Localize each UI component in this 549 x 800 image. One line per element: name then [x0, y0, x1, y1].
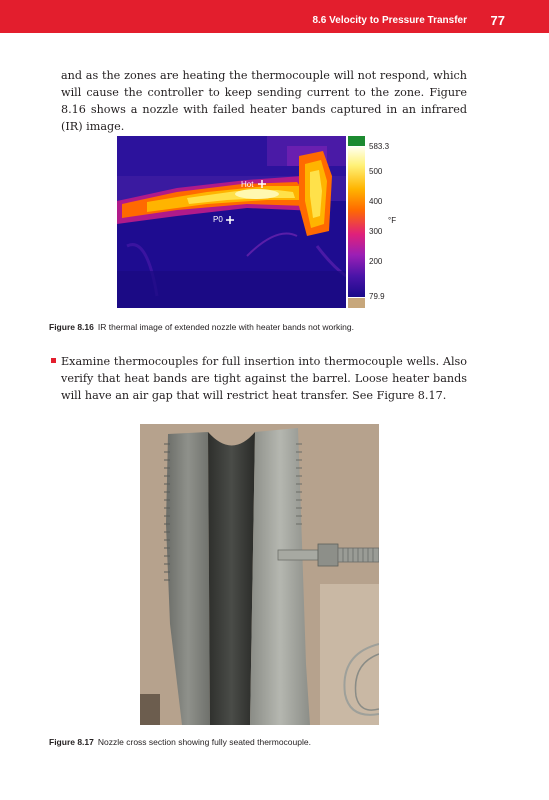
figure-caption-label: Figure 8.17 [49, 737, 94, 747]
scale-top-cap [348, 136, 365, 146]
scale-unit-label: °F [388, 216, 397, 225]
ir-thermal-figure [117, 136, 397, 308]
scale-tick-label: 400 [369, 197, 383, 206]
page-number: 77 [490, 13, 505, 28]
hot-marker-label: Hot [241, 180, 254, 189]
scale-max-label: 583.3 [369, 142, 390, 151]
figure-caption-label: Figure 8.16 [49, 322, 94, 332]
ir-thermal-image [117, 136, 346, 308]
scale-tick-label: 500 [369, 167, 383, 176]
scale-bottom-cap [348, 298, 365, 308]
temperature-scale-bar [348, 136, 365, 308]
p0-marker-label: P0 [213, 215, 223, 224]
figure-caption [49, 737, 311, 747]
running-header [0, 0, 549, 33]
bullet-paragraph: Examine thermocouples for full insertion into thermocouple wells. Also verify that heat bands are tight against the barrel. Loose heater bands will have an air gap that will restrict heat transfer. See Figure 8.17. [61, 355, 467, 402]
figure-caption-text: Nozzle cross section showing fully seated thermocouple. [97, 737, 311, 747]
body-paragraph: and as the zones are heating the thermocouple will not respond, which will cause the controller to keep sending current to the zone. Figure 8.16 shows a nozzle with failed heater bands captured in an infrared (IR) image. [61, 69, 467, 133]
scale-gradient [348, 147, 365, 297]
bullet-marker [51, 358, 56, 363]
ir-heat-map [117, 136, 346, 308]
scale-tick-label: 200 [369, 257, 383, 266]
scale-min-label: 79.9 [369, 292, 385, 301]
scale-tick-label: 300 [369, 227, 383, 236]
figure-caption-text: IR thermal image of extended nozzle with heater bands not working. [97, 322, 354, 332]
nozzle-cross-section-photo [140, 424, 379, 725]
section-title: 8.6 Velocity to Pressure Transfer [312, 15, 467, 26]
nozzle-photo-drawing [140, 424, 379, 725]
figure-caption [49, 322, 354, 332]
